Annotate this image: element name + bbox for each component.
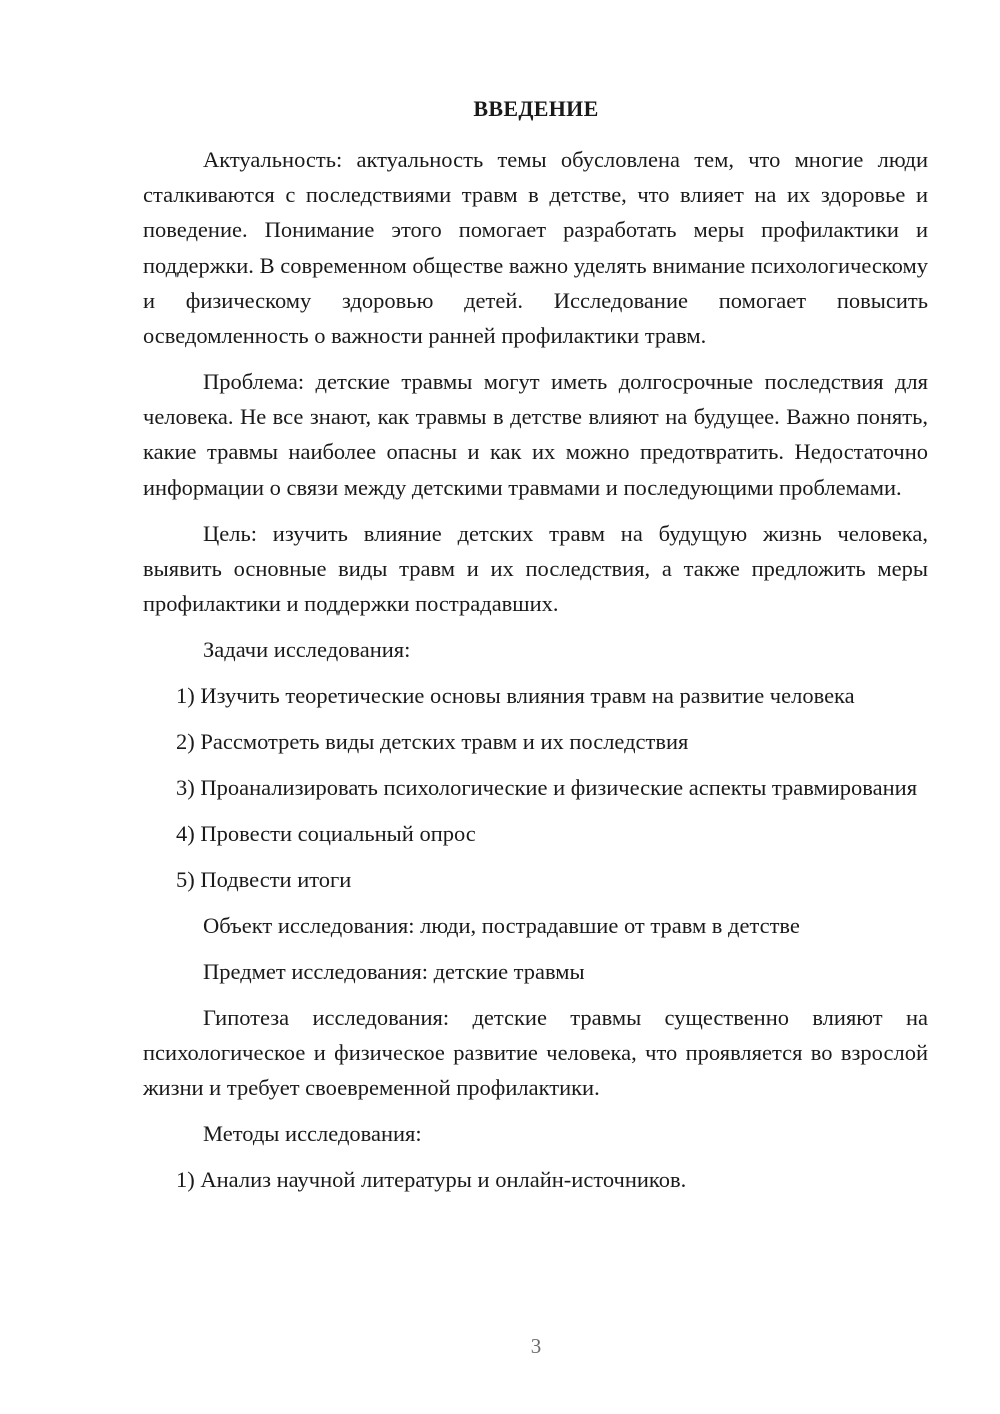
tasks-heading: Задачи исследования: (203, 637, 411, 663)
task-item-2: 2) Рассмотреть виды детских травм и их последствия (176, 729, 689, 755)
task-item-4: 4) Провести социальный опрос (176, 821, 476, 847)
object-paragraph: Объект исследования: люди, пострадавшие от травм в детстве (203, 913, 800, 939)
page-number: 3 (530, 1334, 542, 1358)
document-body (143, 142, 928, 1208)
hypothesis-paragraph: Гипотеза исследования: детские травмы существенно влияют на психологическое и физическое развитие человека, что проявляется во взрослой жизни и требует своевременной профилактики. (143, 1005, 928, 1101)
goal-paragraph: Цель: изучить влияние детских травм на будущую жизнь человека, выявить основные виды травм и их последствия, а также предложить меры профилактики и поддержки пострадавших. (143, 520, 928, 617)
task-item-3: 3) Проанализировать психологические и физические аспекты травмирования (176, 775, 918, 801)
methods-heading: Методы исследования: (203, 1121, 422, 1147)
subject-paragraph: Предмет исследования: детские травмы (203, 959, 585, 985)
problem-paragraph: Проблема: детские травмы могут иметь долгосрочные последствия для человека. Не все знают, как травмы в детстве влияют на будущее. Важно понять, какие травмы наиболее опасны и как их можно предотвратить. Недостаточно информации о связи между детскими травмами и последующими проблемами. (143, 369, 928, 500)
task-item-5: 5) Подвести итоги (176, 867, 352, 893)
relevance-paragraph: Актуальность: актуальность темы обусловлена тем, что многие люди сталкиваются с последствиями травм в детстве, что влияет на их здоровье и поведение. Понимание этого помогает разработать меры профилактики и поддержки. В современном обществе важно уделять внимание психологическому и физическому здоровью детей. Исследование помогает повысить осведомленность о важности ранней профилактики травм. (143, 147, 928, 349)
method-item-1: 1) Анализ научной литературы и онлайн-источников. (176, 1167, 687, 1193)
task-item-1: 1) Изучить теоретические основы влияния травм на развитие человека (176, 683, 855, 709)
page-title: ВВЕДЕНИЕ (473, 96, 599, 121)
